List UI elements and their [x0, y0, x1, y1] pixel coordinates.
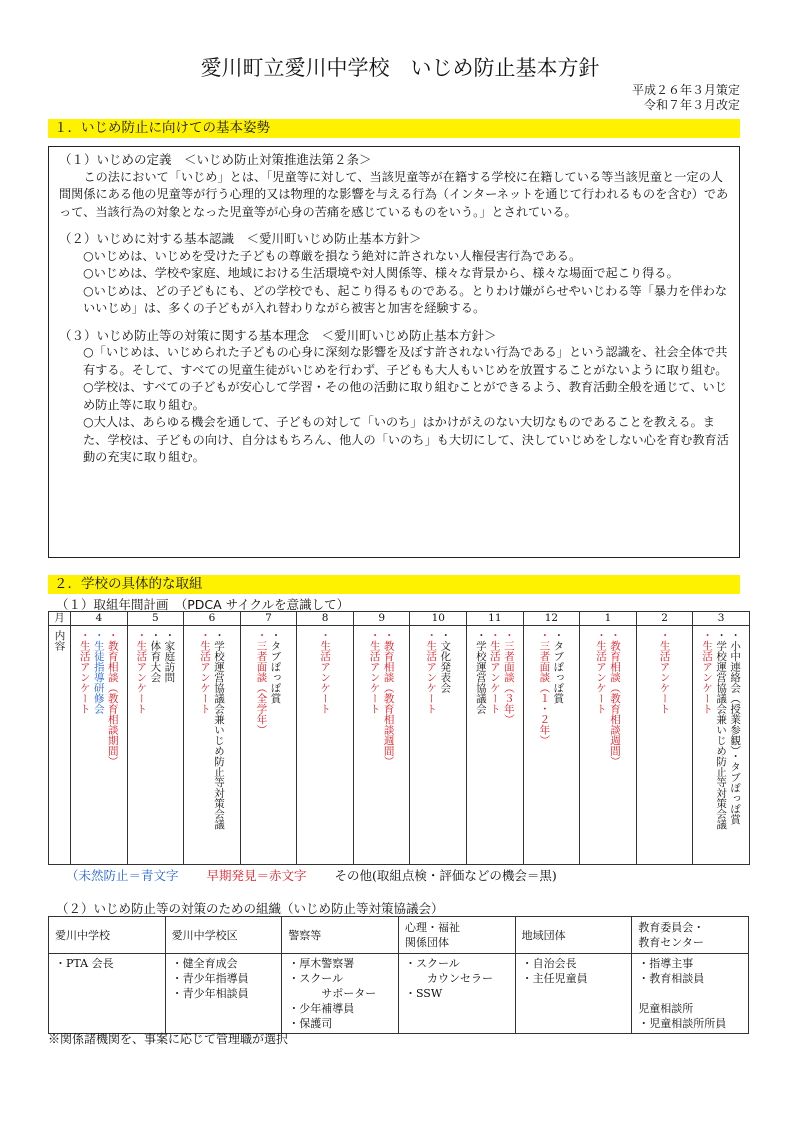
month-activities-cell [636, 626, 693, 865]
activity-item: ・教育相談（教育相談期間） [106, 630, 119, 767]
list-item: ○学校は、すべての子どもが安心して学習・その他の活動に取り組むことができるよう、教育活動全般を通じて、いじめ防止等に取り組む。 [83, 380, 727, 412]
month-activities-cell [240, 626, 297, 865]
date-revised: 令和７年３月改定 [643, 98, 740, 112]
section2-heading: ２．学校の具体的な取組 [48, 575, 740, 594]
org-members: ・自治会長 ・主任児童員 [515, 954, 632, 1034]
list-item: ○いじめは、学校や家庭、地域における生活環境や対人関係等、様々な背景から、様々な場面で起こり得る。 [83, 266, 679, 280]
list-item: ○いじめは、いじめを受けた子どもの尊厳を損なう絶対に許されない人権侵害行為である。 [83, 248, 582, 263]
activity-item: ・生活アンケート [701, 630, 714, 714]
activity-item: ・学校運営協議会兼いじめ防止等対策会議 [212, 630, 225, 830]
org-header: 警察等 [282, 917, 399, 954]
activity-item: ・生活アンケート [198, 630, 211, 714]
annual-plan-table [48, 611, 750, 865]
month-header: 12 [523, 612, 580, 626]
month-activities-cell [523, 626, 580, 865]
activity-item: ・生活アンケート [368, 630, 381, 714]
activity-item: ・生活アンケート [78, 630, 91, 714]
month-activities-cell [693, 626, 750, 865]
basic-stance-box [48, 146, 740, 558]
activity-item: ・生活アンケート [135, 630, 148, 714]
legend-other: その他(取組点検・評価などの機会＝黒) [334, 868, 557, 883]
color-legend [66, 866, 581, 884]
org-header: 愛川中学校 [49, 917, 166, 954]
recognition-list [59, 248, 729, 318]
month-header: 1 [580, 612, 637, 626]
activity-item: ・学校運営協議会 [474, 630, 487, 714]
month-header: 2 [636, 612, 693, 626]
list-item: ○いじめは、どの子どもにも、どの学校でも、起こり得るものである。とりわけ嫌がらせやいじわる等「暴力を伴わないいじめ」は、多くの子どもが入れ替わりながら被害と加害を経験する。 [83, 283, 728, 315]
month-header: 5 [127, 612, 184, 626]
recognition-title: （２）いじめに対する基本認識 ＜愛川町いじめ防止基本方針＞ [59, 231, 422, 246]
activity-item: ・生活アンケート [488, 630, 501, 714]
org-member-row [49, 954, 749, 1034]
list-item: ○「いじめは、いじめられた子どもの心身に深刻な影響を及ぼす許されない行為である」という認識を、社会全体で共有する。そして、すべての児童生徒がいじめを行わず、子どもも大人もいじめを放置することがないように取り組む。 [83, 345, 728, 377]
month-activities-cell [297, 626, 354, 865]
month-header: 10 [410, 612, 467, 626]
activity-item: ・学校運営協議会兼いじめ防止等対策会議 [715, 630, 728, 830]
month-header: 4 [71, 612, 128, 626]
activity-item: ・教育相談（教育相談週間） [608, 630, 621, 767]
activity-item: ・タブぽっぽ賞 [552, 630, 565, 704]
org-members: ・スクール カウンセラー ・SSW [398, 954, 515, 1034]
month-header: 11 [467, 612, 524, 626]
org-header: 心理・福祉 関係団体 [398, 917, 515, 954]
activity-item: ・生活アンケート [425, 630, 438, 714]
annual-plan-title: （１）取組年間計画 （PDCA サイクルを意識して） [56, 597, 350, 612]
list-item: ○大人は、あらゆる機会を通して、子どもの対して「いのち」はかけがえのない大切なものであることを教える。また、学校は、子どもの向け、自分はもちろん、他人の「いのち」も大切にして、決していじめをしない心を育む教育活動の充実に取り組む。 [83, 415, 729, 464]
org-header: 愛川中学校区 [165, 917, 282, 954]
month-header: 8 [297, 612, 354, 626]
activity-item: ・三者面談（３年） [502, 630, 515, 725]
month-activities-cell [127, 626, 184, 865]
org-members: ・指導主事 ・教育相談員 児童相談所 ・児童相談所所員 [632, 954, 749, 1034]
activity-item: ・文化発表会 [439, 630, 452, 693]
section1-heading: １．いじめ防止に向けての基本姿勢 [48, 119, 740, 138]
month-header: 3 [693, 612, 750, 626]
month-activities-cell [467, 626, 524, 865]
activity-item: ・生徒指導研修会 [92, 630, 105, 714]
page-title: 愛川町立愛川中学校 いじめ防止基本方針 [200, 56, 600, 80]
org-members: ・厚木警察署 ・スクール サポーター ・少年補導員 ・保護司 [282, 954, 399, 1034]
month-activities-cell [580, 626, 637, 865]
month-activities-cell [410, 626, 467, 865]
activity-item: ・三者面談（１・２年） [538, 630, 551, 746]
org-header: 教育委員会・ 教育センター [632, 917, 749, 954]
month-header-row [49, 612, 750, 626]
month-activities-cell [71, 626, 128, 865]
date-established: 平成２６年３月策定 [631, 83, 740, 97]
month-activities-cell [184, 626, 241, 865]
month-header: 6 [184, 612, 241, 626]
org-header: 地域団体 [515, 917, 632, 954]
month-label-header: 月 [49, 612, 71, 626]
org-header-row [49, 917, 749, 954]
activity-row [49, 626, 750, 865]
activity-item: ・生活アンケート [319, 630, 332, 714]
legend-early-detection: 早期発見＝赤文字 [206, 868, 307, 883]
footnote: ※関係諸機関を、事案に応じて管理職が選択 [48, 1032, 289, 1046]
month-header: 7 [240, 612, 297, 626]
activity-item: ・三者面談（全学年） [255, 630, 268, 735]
org-members: ・PTA 会長 [49, 954, 166, 1034]
org-members: ・健全育成会 ・青少年指導員 ・青少年相談員 [165, 954, 282, 1034]
activity-item: ・生活アンケート [658, 630, 671, 714]
revision-dates [632, 83, 740, 113]
activity-item: ・小中連絡会（授業参観）・タブぽっぽ賞 [729, 630, 742, 825]
month-activities-cell [353, 626, 410, 865]
activity-item: ・体育大会 [149, 630, 162, 683]
activity-item: ・教育相談（教育相談週間） [382, 630, 395, 767]
organization-table [48, 916, 749, 1034]
content-label: 内容 [53, 630, 66, 651]
content-label-cell [49, 626, 71, 865]
activity-item: ・家庭訪問 [163, 630, 176, 683]
legend-prevention: （未然防止＝青文字 [66, 868, 179, 883]
definition-body: この法において「いじめ」とは、「児童等に対して、当該児童等が在籍する学校に在籍している等当該児童と一定の人間関係にある他の児童等が行う心理的又は物理的な影響を与える行為（インターネットを通じて行われるものを含む）であって、当該行為の対象となった児童等が心身の苦痛を感じているものをいう。」とされている。 [59, 169, 729, 219]
definition-title: （１）いじめの定義 ＜いじめ防止対策推進法第２条＞ [59, 152, 372, 167]
organization-title: （２）いじめ防止等の対策のための組織（いじめ防止等対策協議会） [56, 901, 444, 916]
principles-title: （３）いじめ防止等の対策に関する基本理念 ＜愛川町いじめ防止基本方針＞ [59, 327, 497, 343]
activity-item: ・タブぽっぽ賞 [269, 630, 282, 704]
month-header: 9 [353, 612, 410, 626]
activity-item: ・生活アンケート [594, 630, 607, 714]
principles-list [59, 344, 729, 467]
